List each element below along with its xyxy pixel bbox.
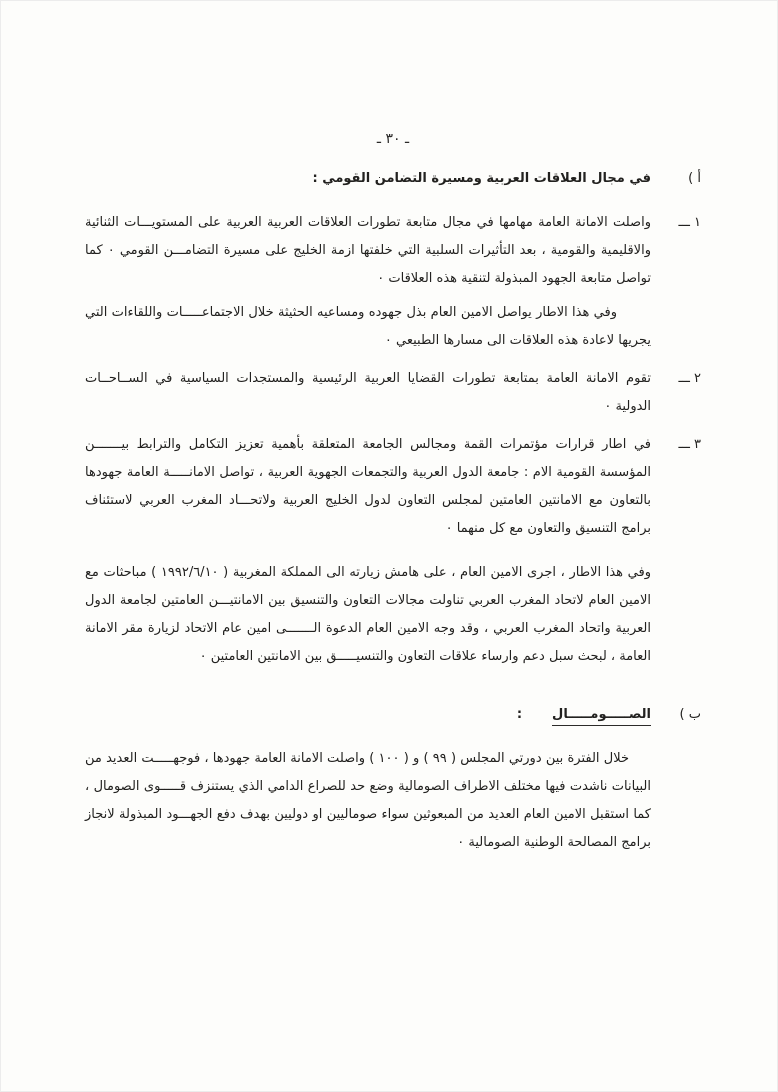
- empty-gutter: [651, 559, 701, 671]
- page-content: [85, 131, 701, 857]
- section-b-title: الصـــــومـــــال: [552, 707, 651, 726]
- item-3-text: في اطار قرارات مؤتمرات القمة ومجالس الجامعة المتعلقة بأهمية تعزيز التكامل والترابط بيـــــــن المؤسسة القومية الام : جامعة الدول العربية والتجمعات الجهوية العربية ، تواصل الامانـــــة العامة جهودها بالتعاون مع الامانتين العامتين لمجلس التعاون لدول الخليج العربية ولاتحـــاد المغرب العربي لاستئناف برامج التنسيق والتعاون مع كل منهما ٠: [85, 437, 651, 536]
- item-2-number: ٢ ـــ: [678, 371, 701, 386]
- section-b-marker: ب ): [679, 707, 701, 722]
- section-a-title: في مجال العلاقات العربية ومسيرة التضامن القومي :: [312, 171, 651, 186]
- somalia-paragraph: [85, 745, 701, 857]
- paragraph-follow-up-2: [85, 559, 701, 671]
- item-1-text: واصلت الامانة العامة مهامها في مجال متابعة تطورات العلاقات العربية العربية على المستويـــات الثنائية والاقليمية والقومية ، بعد التأثيرات السلبية التي خلفتها ازمة الخليج على مسيرة التضامـــن القومي ٠ كما تواصل متابعة الجهود المبذولة لتنقية هذه العلاقات ٠: [85, 215, 651, 286]
- item-2-text: تقوم الامانة العامة بمتابعة تطورات القضايا العربية الرئيسية والمستجدات السياسية في الســاحــات الدولية ٠: [85, 371, 651, 414]
- empty-gutter: [651, 745, 701, 857]
- section-b-colon: :: [516, 707, 523, 722]
- empty-gutter: [651, 299, 701, 355]
- paragraph-follow-up-1: [85, 299, 701, 355]
- numbered-item-2: [85, 365, 701, 421]
- section-b-heading: [85, 701, 701, 729]
- section-a-heading: [85, 165, 701, 193]
- follow-up-1-text: وفي هذا الاطار يواصل الامين العام بذل جهوده ومساعيه الحثيثة خلال الاجتماعـــــات واللقاءات التي يجريها لاعادة هذه العلاقات الى مسارها الطبيعي ٠: [85, 305, 651, 348]
- item-3-number: ٣ ـــ: [678, 437, 701, 452]
- follow-up-2-text: وفي هذا الاطار ، اجرى الامين العام ، على هامش زيارته الى المملكة المغربية ( ١٩٩٢/٦/١٠ ) مباحثات مع الامين العام لاتحاد المغرب العربي تناولت مجالات التعاون والتنسيق بين الامانتيـــن العامتين لجامعة الدول العربية واتحاد المغرب العربي ، وقد وجه الامين العام الدعوة الـــــــى امين عام الاتحاد لزيارة مقر الامانة العامة ، لبحث سبل دعم وارساء علاقات التعاون والتنسيـــــق بين الامانتين العامتين ٠: [85, 565, 651, 664]
- section-b-title-wrap: [85, 701, 651, 729]
- numbered-item-1: [85, 209, 701, 293]
- section-a-marker: أ ): [688, 171, 701, 186]
- numbered-item-3: [85, 431, 701, 543]
- page-number: ـ ٣٠ ـ: [376, 131, 410, 147]
- item-1-number: ١ ـــ: [678, 215, 701, 230]
- somalia-paragraph-text: خلال الفترة بين دورتي المجلس ( ٩٩ ) و ( ١٠٠ ) واصلت الامانة العامة جهودها ، فوجهـــــت العديد من البيانات ناشدت فيها مختلف الاطراف الصومالية وضع حد للصراع الدامي الذي يستنزف قـــــوى الصومال ، كما استقبل الامين العام العديد من المبعوثين سواء صوماليين او دوليين بهدف دفع الجهـــود المبذولة لانجاز برامج المصالحة الوطنية الصومالية ٠: [85, 751, 651, 850]
